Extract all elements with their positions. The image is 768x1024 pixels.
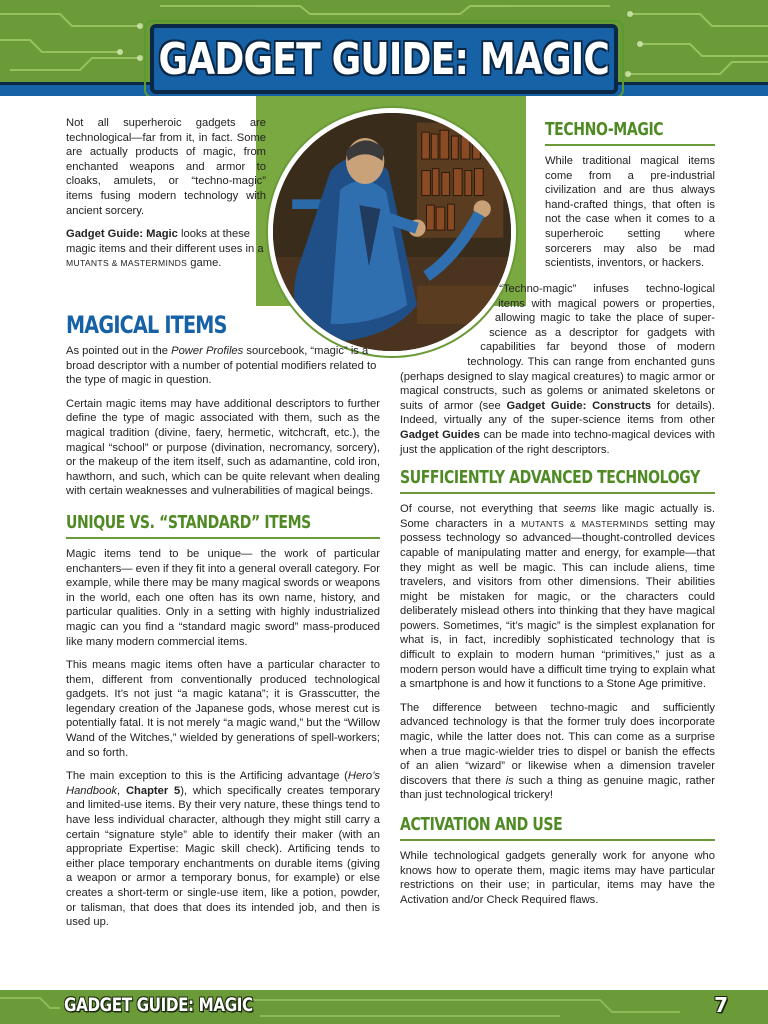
section-heading-unique: UNIQUE VS. “STANDARD” ITEMS: [66, 511, 311, 533]
book-title-ref: Gadget Guide: Magic: [66, 228, 178, 241]
game-title: MUTANTS & MASTERMINDS: [521, 518, 649, 529]
page-number: 7: [714, 993, 728, 1017]
intro-paragraph: Not all superheroic gadgets are technological—far from it, in fact. Some are actually products of magic, from enchanted weapons and armor to cloaks, amulets, or “techno-magic” items fusing modern technology with ancient sorcery.: [66, 117, 266, 217]
unique-paragraph-3: The main exception to this is the Artificing advantage (Hero’s Handbook, Chapter 5), which specifically creates temporary and limited-use items. By their very nature, these things tend to have less individual character, although they might still carry a certain “signature style” able to identify their maker (with an appropriate Expertise: Magic skill check). Artificing tends to either place temporary enchantments on durable items (giving a weapon or armor a temporary bonus, for example) or else creates a short-term or single-use item, like a potion, powder, or talisman, that does that does its intended job, and then is used up.: [66, 770, 381, 929]
section-heading-activation: ACTIVATION AND USE: [400, 814, 563, 835]
techno-magic-paragraph-1: While traditional magical items come from a pre-industrial civilization and are thus always hand-crafted things, that often is not the case when it comes to a superheroic setting where sorcerers may also be mad scientists, inventors, or hackers.: [545, 155, 715, 270]
section-heading-magical-items: MAGICAL ITEMS: [66, 311, 227, 339]
intro-section: [66, 116, 266, 271]
heading-rule: [400, 839, 715, 841]
advanced-paragraph-2: The difference between techno-magic and sufficiently advanced technology is that the former truly does incorporate magic, while the latter does not. This can come as a surprise when a true magic-wielder tries to dispel or banish the effects of an alien “wizard” or likewise when a dimension traveler discovers that there is such a thing as genuine magic, rather than just technological trickery!: [400, 701, 715, 802]
activation-paragraph: While technological gadgets generally work for anyone who knows how to operate them, magic items may have particular restrictions on their use; in particular, items may have the Activation and/or Check Required flaws.: [400, 850, 715, 906]
footer-book-title: GADGET GUIDE: MAGIC: [64, 994, 253, 1016]
unique-paragraph-2: This means magic items often have a particular character to them, different from conventionally produced technological gadgets. It’s not just “a magic katana”; it is Grasscutter, the legendary creation of the Japanese gods, whose merest cut is potentially fatal. It is not merely “a magic wand,” but the “Willow Wand of the Witches,” wielded by generations of spell-workers; and so forth.: [66, 659, 380, 759]
magical-items-paragraph-1: As pointed out in the Power Profiles sourcebook, “magic” is a broad descriptor with a number of potential modifiers related to the type of magic in question.: [66, 345, 377, 387]
magical-items-section: [66, 310, 380, 930]
intro-paragraph-2: Gadget Guide: Magic looks at these magic items and their different uses in a MUTANTS & MASTERMINDS game.: [66, 228, 264, 270]
techno-magic-top: [545, 118, 715, 271]
title-banner: [150, 24, 618, 94]
techno-magic-continued: [400, 282, 715, 907]
game-title: MUTANTS & MASTERMINDS: [66, 258, 188, 269]
heading-rule: [66, 537, 380, 539]
header-band: [0, 0, 768, 96]
section-heading-advanced-technology: SUFFICIENTLY ADVANCED TECHNOLOGY: [400, 467, 700, 489]
magical-items-paragraph-2: Certain magic items may have additional descriptors to further define the type of magic associated with them, such as the magical tradition (divine, faery, hermetic, witchcraft, etc.), the magical “school” or purpose (divination, necromancy, sorcery), or the makeup of the item itself, such as adamantine, cold iron, hawthorn, and such, which can be quite relevant when dealing with certain weaknesses and vulnerabilities of magical beings.: [66, 397, 380, 498]
section-heading-techno-magic: TECHNO-MAGIC: [545, 119, 664, 140]
heading-rule: [400, 492, 715, 494]
advanced-paragraph-1: Of course, not everything that seems like magic actually is. Some characters in a MUTANTS & MASTERMINDS setting may possess technology so advanced—thought-controlled devices capable of manipulating matter and energy, for example—that they might as well be magic. This can include aliens, time travelers, and visitors from other dimensions. Their abilities might be mistaken for magic, or the characters could deliberately mislead others into thinking that they have magical powers. Sometimes, “it’s magic” is the simplest explanation for what is, in fact, incredibly sophisticated technology that is difficult to explain to modern human “primitives,” just as a modern person would have a difficult time trying to explain what a smartphone is and how it functions to a Stone Age primitive.: [400, 503, 715, 691]
unique-paragraph-1: Magic items tend to be unique— the work of particular enchanters— even if they fit into a general overall category. For example, while there may be many magical swords or weapons in the world, each one often has its own name, history, and particular qualities. Only in a setting with highly industrialized magic can you find a “standard magic sword” mass-produced like many modern commercial items.: [66, 547, 381, 648]
footer-band: [0, 990, 768, 1024]
page-title: GADGET GUIDE: MAGIC: [158, 33, 610, 85]
techno-magic-paragraph-2: “Techno-magic” infuses techno-logical items with magical powers or properties, allowing magic to take the place of super-science as a descriptor for gadgets with capabilities far beyond those of modern technology. This can range from enchanted guns (perhaps designed to slay magical creatures) to magic armor or magical constructs, such as golems or animated skeletons or suits of armor (see Gadget Guide: Constructs for details). Indeed, virtually any of the super-science items from other Gadget Guides can be made into techno-magical devices with just the application of the right descriptors.: [400, 283, 715, 456]
heading-rule: [545, 144, 715, 146]
